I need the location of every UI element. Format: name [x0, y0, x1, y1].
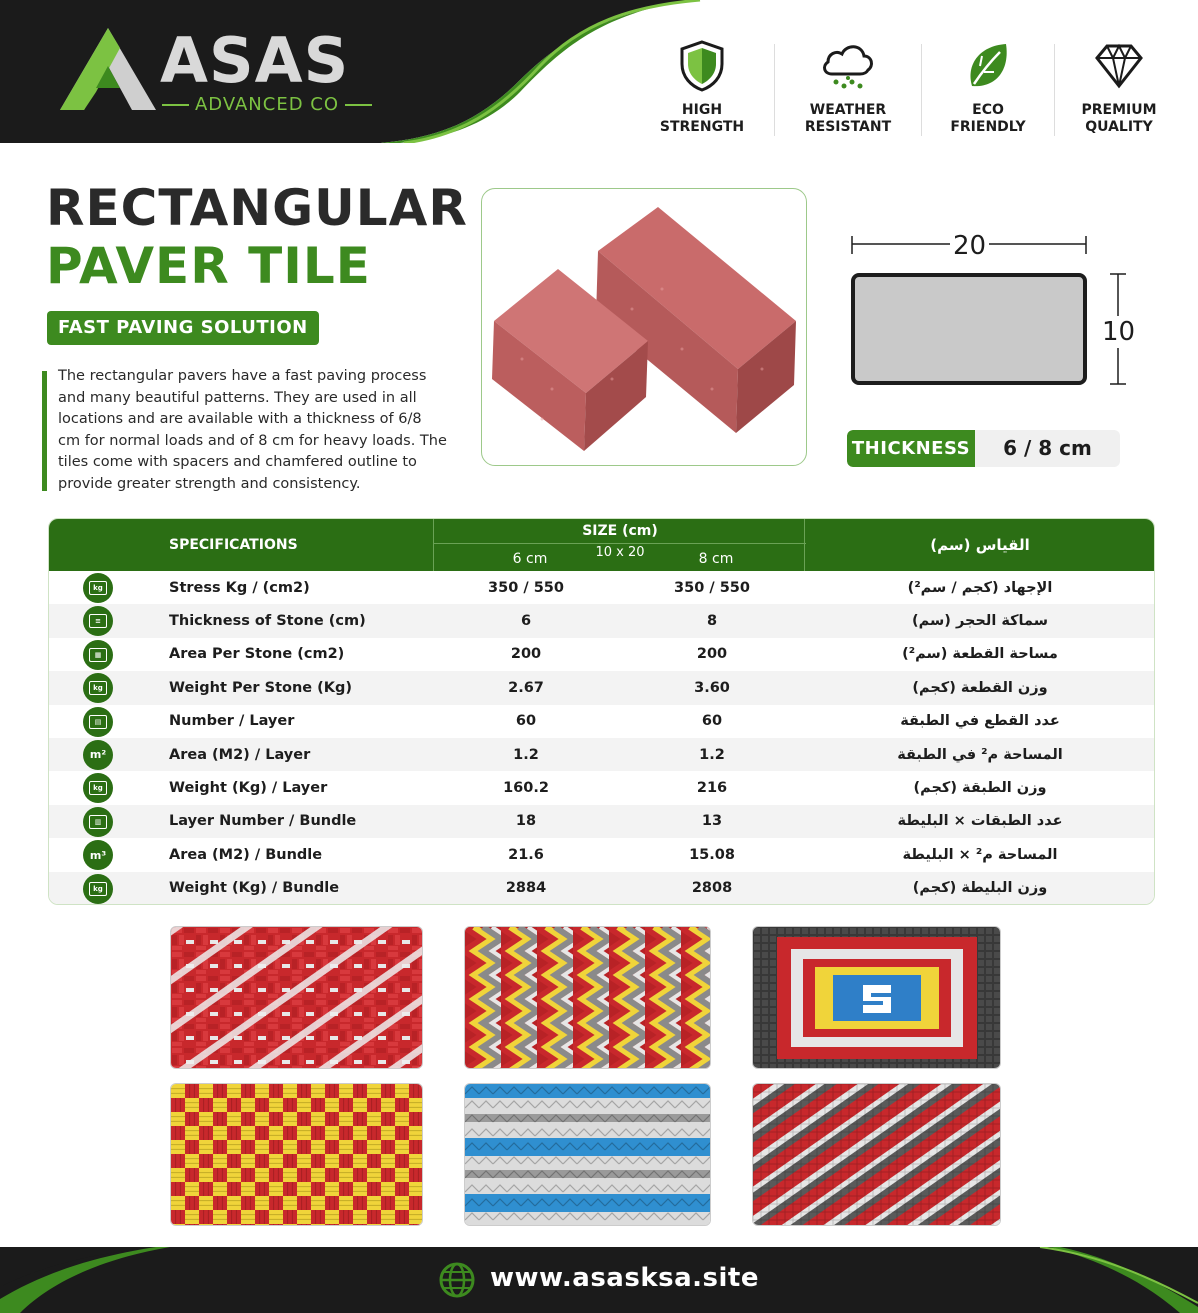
globe-icon	[438, 1261, 476, 1299]
table-row: m³ Area (M2) / Bundle 21.6 15.08 المساحة م² × البليطة	[49, 838, 1154, 871]
table-row: m² Area (M2) / Layer 1.2 1.2 المساحة م² في الطبقة	[49, 738, 1154, 771]
feature-label: PREMIUM QUALITY	[1081, 102, 1157, 135]
feature-premium-quality	[1055, 40, 1183, 140]
header-col-6cm: 6 cm	[512, 551, 548, 567]
pattern-herringbone-zigzag	[464, 926, 711, 1069]
logo-subtitle: ADVANCED CO	[162, 94, 372, 116]
table-row: kg Weight (Kg) / Layer 160.2 216 وزن الطبقة (كجم)	[49, 771, 1154, 804]
feature-eco-friendly	[922, 40, 1054, 140]
bundle-icon: ▥	[83, 807, 113, 837]
header-arabic: القياس (سم)	[930, 536, 1030, 554]
thickness-badge	[847, 430, 1120, 467]
header-size-sub: 10 x 20	[595, 545, 645, 560]
shield-icon	[679, 40, 725, 92]
diamond-icon	[1093, 40, 1145, 92]
pattern-concentric-frames	[752, 926, 1001, 1069]
stack-icon: ▤	[83, 707, 113, 737]
pattern-red-yellow-checker	[170, 1083, 423, 1226]
product-photo	[481, 188, 807, 466]
table-row: ▤ Number / Layer 60 60 عدد القطع في الطبقة	[49, 705, 1154, 738]
table-row: ≡ Thickness of Stone (cm) 6 8 سماكة الحجر (سم)	[49, 604, 1154, 637]
description-accent-bar	[42, 371, 47, 491]
weight-icon: kg	[83, 874, 113, 904]
header-size: SIZE (cm) 10 x 20 6 cm 8 cm	[433, 519, 805, 571]
page-header	[0, 0, 1198, 143]
leaf-icon	[964, 40, 1012, 92]
paver-blocks-illustration	[482, 189, 806, 465]
thickness-value: 6 / 8 cm	[1003, 436, 1092, 460]
feature-weather-resistant	[775, 40, 921, 140]
product-tagline: FAST PAVING SOLUTION	[47, 311, 319, 345]
header-specifications: SPECIFICATIONS	[169, 537, 298, 553]
dimension-diagram	[846, 228, 1146, 398]
header-col-8cm: 8 cm	[698, 551, 734, 567]
table-header	[49, 519, 1154, 571]
layers-icon: ≡	[83, 606, 113, 636]
table-row: ▦ Area Per Stone (cm2) 200 200 مساحة القطعة (سم²)	[49, 638, 1154, 671]
logo-a-icon	[56, 26, 160, 112]
product-description: The rectangular pavers have a fast paving process and many beautiful patterns. They are used in all locations and are available with a thickness of 6/8 cm for normal loads and of 8 cm for heavy loads. The tiles come with spacers and chamfered outline to provide greater strength and consistency.	[58, 368, 447, 492]
feature-label: WEATHER RESISTANT	[804, 102, 892, 135]
dimension-length: 20	[950, 232, 989, 260]
weight-icon: kg	[83, 673, 113, 703]
company-logo[interactable]	[56, 26, 386, 121]
feature-label: ECO FRIENDLY	[950, 102, 1026, 135]
page-footer	[0, 1247, 1198, 1313]
product-title-line2: PAVER TILE	[46, 237, 371, 295]
website-link[interactable]: www.asasksa.site	[490, 1263, 759, 1293]
area-icon: m²	[83, 740, 113, 770]
weight-icon: kg	[83, 573, 113, 603]
dimension-width: 10	[1102, 317, 1136, 347]
table-row: kg Weight Per Stone (Kg) 2.67 3.60 وزن القطعة (كجم)	[49, 671, 1154, 704]
feature-high-strength	[630, 40, 774, 140]
feature-label: HIGH STRENGTH	[659, 102, 745, 135]
table-row: kg Weight (Kg) / Bundle 2884 2808 وزن البليطة (كجم)	[49, 872, 1154, 905]
pattern-blue-white-herringbone	[464, 1083, 711, 1226]
table-row: kg Stress Kg / (cm2) 350 / 550 350 / 550 الإجهاد (كجم / سم²)	[49, 571, 1154, 604]
product-title-line1: RECTANGULAR	[46, 179, 468, 237]
logo-name: ASAS	[160, 24, 350, 97]
area-icon: m³	[83, 840, 113, 870]
pattern-red-grey-diagonal	[752, 1083, 1001, 1226]
grid-icon: ▦	[83, 640, 113, 670]
cloud-rain-icon	[818, 40, 878, 92]
weight-icon: kg	[83, 773, 113, 803]
specifications-table	[48, 518, 1155, 905]
thickness-label: THICKNESS	[847, 430, 975, 467]
feature-list	[630, 40, 1190, 140]
pattern-red-white-diagonal	[170, 926, 423, 1069]
table-body	[49, 571, 1154, 905]
table-row: ▥ Layer Number / Bundle 18 13 عدد الطبقات × البليطة	[49, 805, 1154, 838]
